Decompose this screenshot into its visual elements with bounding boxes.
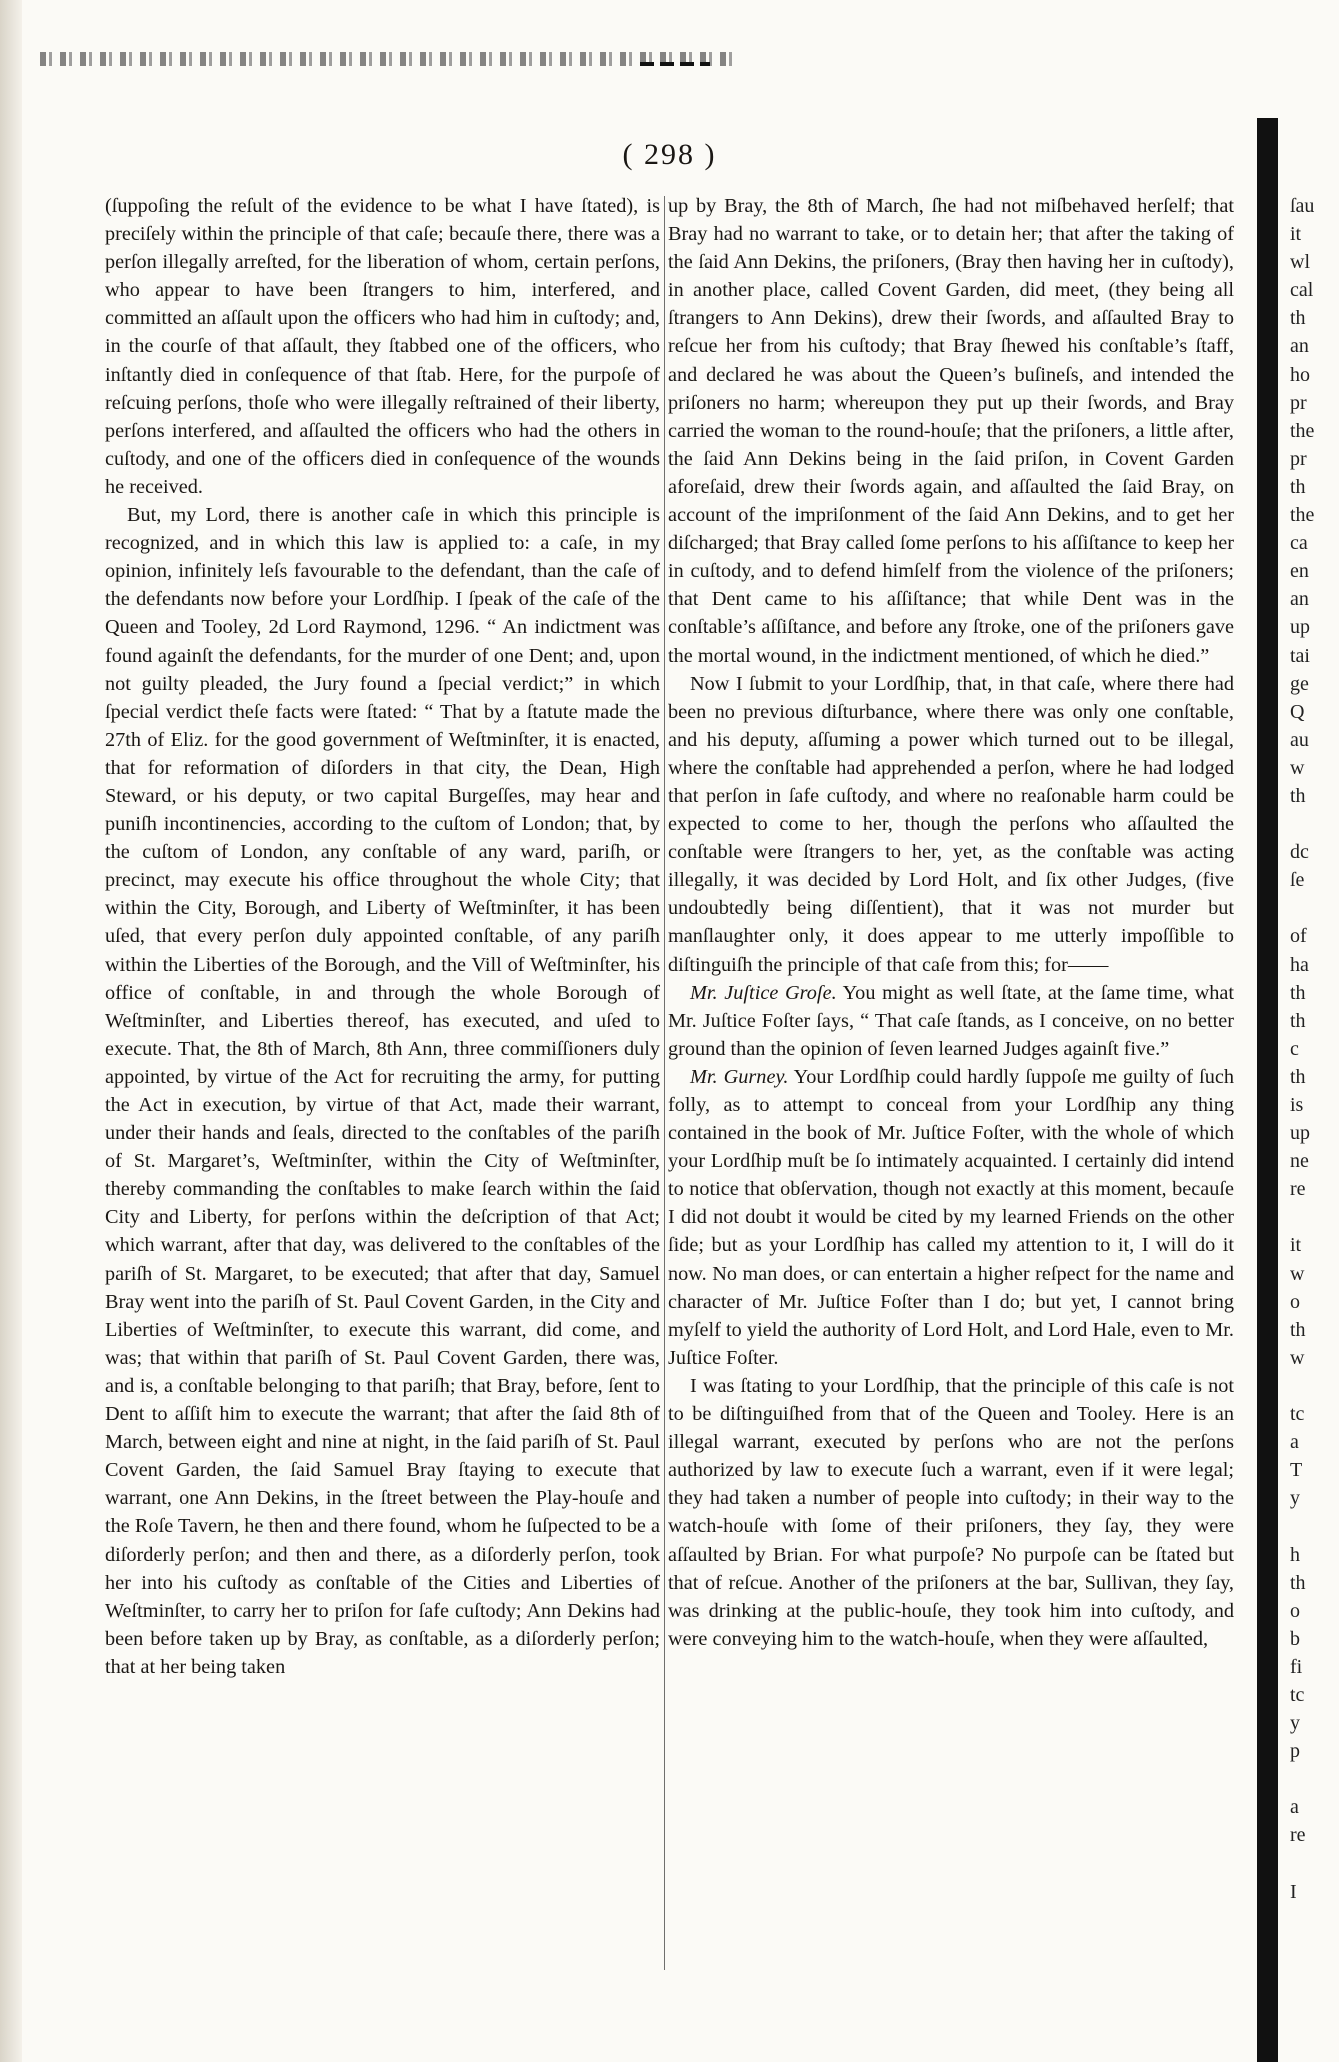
column-divider [664, 196, 665, 1970]
fragment-line: ge [1290, 672, 1309, 695]
fragment-line: th [1290, 307, 1306, 330]
paragraph-text: You might as well ſtate, at the ſame time, what Mr. Juſtice Foſter ſays, “ That caſe ſtands, as I conceive, on no better ground than the opinion of ſeven learned Judges againſt five.” [668, 981, 1234, 1060]
right-column [668, 192, 1234, 1653]
fragment-line [1290, 894, 1339, 922]
fragment-line: b [1290, 1627, 1300, 1650]
left-column [105, 192, 660, 1681]
fragment-line: of [1290, 925, 1307, 948]
fragment-line: ne [1290, 1150, 1309, 1173]
fragment-line: o [1290, 1290, 1300, 1313]
fragment-line: y [1290, 1712, 1300, 1735]
fragment-line: pr [1290, 447, 1307, 470]
fragment-line [1290, 1850, 1339, 1878]
paragraph: But, my Lord, there is another caſe in which this principle is recognized, and in which this law is applied to: a caſe, in my opinion, infinitely leſs favourable to the defendant, than the caſe of the defendants now before your Lordſhip. I ſpeak of the caſe of the Queen and Tooley, 2d Lord Raymond, 1296. “ An indictment was found againſt the defendants, for the murder of one Dent; and, upon not guilty pleaded, the Jury found a ſpecial verdict;” in which ſpecial verdict theſe facts were ſtated: “ That by a ſtatute made the 27th of Eliz. for the good government of Weſtminſter, it is enacted, that for reformation of diſorders in that city, the Dean, High Steward, or his deputy, or two capital Burgeſſes, may hear and puniſh incontinencies, according to the cuſtom of London; that, by the cuſtom of London, any conſtable of any ward, pariſh, or precinct, may execute his office throughout the whole City; that within the City, Borough, and Liberty of Weſtminſter, it has been uſed, that every perſon duly appointed conſtable, of any pariſh within the Liberties of the Borough, and the Vill of Weſtminſter, his office of conſtable, in and through the whole Borough of Weſtminſter, and Liberties thereof, has executed, and uſed to execute. That, the 8th of March, 8th Ann, three commiſſioners duly appointed, by virtue of the Act for recruiting the army, for putting the Act in execution, by virtue of that Act, made their warrant, under their hands and ſeals, directed to the conſtables of the pariſh of St. Margaret’s, Weſtminſter, within the City of Weſtminſter, thereby commanding the conſtables to make ſearch within the ſaid City and Liberty, for perſons within the deſcription of that Act; which warrant, after that day, was delivered to the conſtables of the pariſh of St. Margaret, to be executed; that after that day, Samuel Bray went into the pariſh of St. Paul Covent Garden, in the City and Liberties of Weſtminſter, to execute this warrant, did come, and was; that within that pariſh of St. Paul Covent Garden, there was, and is, a conſtable belonging to that pariſh; that Bray, before, ſent to Dent to aſſiſt him to execute the warrant; that after the ſaid 8th of March, between eight and nine at night, in the ſaid pariſh of St. Paul Covent Garden, the ſaid Samuel Bray ſtaying to execute that warrant, one Ann Dekins, in the ſtreet between the Play-houſe and the Roſe Tavern, he then and there found, whom he ſuſpected to be a diſorderly perſon; and then and there, as a diſorderly perſon, took her into his cuſtody as conſtable of the Cities and Liberties of Weſtminſter, to carry her to priſon for ſafe cuſtody; Ann Dekins had been before taken up by Bray, as conſtable, as a diſorderly perſon; that at her being taken [105, 504, 660, 1678]
fragment-line: th [1290, 1571, 1306, 1594]
paragraph [668, 1063, 1234, 1372]
fragment-line: tc [1290, 1683, 1305, 1706]
speaker-name: Mr. Gurney. [690, 1065, 789, 1088]
fragment-line: c [1290, 1037, 1299, 1060]
fragment-line: the [1290, 504, 1315, 527]
fragment-line: au [1290, 728, 1309, 751]
fragment-line: a [1290, 1431, 1299, 1454]
fragment-line: p [1290, 1740, 1300, 1763]
fragment-line: ca [1290, 532, 1308, 555]
fragment-line: th [1290, 1065, 1306, 1088]
fragment-line: dc [1290, 841, 1309, 864]
fragment-line: it [1290, 223, 1302, 246]
fragment-line: re [1290, 1824, 1306, 1847]
fragment-line: up [1290, 616, 1310, 639]
paragraph-text: I was ſtating to your Lordſhip, that the principle of this caſe is not to be diſtinguiſhed from that of the Queen and Tooley. Here is an illegal warrant, executed by perſons who are not the perſons authorized by law to execute ſuch a warrant, even if it were legal; they had taken a number of people into cuſtody; in their way to the watch-houſe with ſome of their priſoners, they ſay, they were aſſaulted by Brian. For what purpoſe? No purpoſe can be ſtated but that of reſcue. Another of the priſoners at the bar, Sullivan, they ſay, was drinking at the public-houſe, they took him into cuſtody, and were conveying him to the watch-houſe, when they were aſſaulted, [668, 1374, 1234, 1650]
fragment-line: th [1290, 784, 1306, 807]
fragment-line: w [1290, 1346, 1305, 1369]
fragment-line: I [1290, 1880, 1297, 1903]
fragment-line: re [1290, 1178, 1306, 1201]
fragment-line: y [1290, 1487, 1300, 1510]
fragment-line: o [1290, 1599, 1300, 1622]
paragraph [668, 979, 1234, 1063]
page-edge-shadow [0, 0, 22, 2062]
page-number: ( 298 ) [622, 138, 717, 171]
fragment-line: an [1290, 588, 1309, 611]
fragment-line: ſe [1290, 869, 1305, 892]
paragraph [668, 192, 1234, 670]
fragment-line: it [1290, 1234, 1302, 1257]
fragment-line [1290, 1372, 1339, 1400]
fragment-line: Q [1290, 700, 1305, 723]
fragment-line: th [1290, 981, 1306, 1004]
fragment-line: an [1290, 335, 1309, 358]
fragment-line: w [1290, 756, 1305, 779]
fragment-line: the [1290, 419, 1315, 442]
scan-artifact [40, 52, 740, 66]
fragment-line: T [1290, 1459, 1303, 1482]
scan-artifact [640, 62, 710, 66]
fragment-line: cal [1290, 279, 1314, 302]
fragment-line: up [1290, 1122, 1310, 1145]
fragment-line [1290, 810, 1339, 838]
binding-gutter [1257, 118, 1278, 2062]
paragraph: (ſuppoſing the reſult of the evidence to be what I have ſtated), is preciſely within the principle of that caſe; becauſe there, there was a perſon illegally arreſted, for the liberation of whom, certain perſons, who appear to have been ſtrangers to him, interfered, and committed an aſſault upon the officers who had him in cuſtody; and, in the courſe of that aſſault, they ſtabbed one of the officers, who inſtantly died in conſequence of that ſtab. Here, for the purpoſe of reſcuing perſons, thoſe who were illegally reſtrained of their liberty, perſons interfered, and aſſaulted the officers who had the others in cuſtody, and one of the officers died in conſequence of the wounds he received. [105, 195, 660, 498]
fragment-line: h [1290, 1543, 1300, 1566]
paragraph-text: up by Bray, the 8th of March, ſhe had not miſbehaved herſelf; that Bray had no warrant to take, or to detain her; that after the taking of the ſaid Ann Dekins, the priſoners, (Bray then having her in cuſtody), in another place, called Covent Garden, did meet, (they being all ſtrangers to Ann Dekins), drew their ſwords, and aſſaulted Bray to reſcue her from his cuſtody; that Bray ſhewed his conſtable’s ſtaff, and declared he was about the Queen’s buſineſs, and intended the priſoners no harm; whereupon they put up their ſwords, and Bray carried the woman to the round-houſe; that the priſoners, a little after, the ſaid Ann Dekins being in the ſaid priſon, in Covent Garden aforeſaid, drew their ſwords again, and aſſaulted the ſaid Bray, on account of the impriſonment of the ſaid Ann Dekins, and to get her diſcharged; that Bray called ſome perſons to his aſſiſtance to keep her in cuſtody, and to defend himſelf from the violence of the priſoners; that Dent came to his aſſiſtance; that while Dent was in the conſtable’s aſſiſtance, and before any ſtroke, one of the priſoners gave the mortal wound, in the indictment mentioned, of which he died.” [668, 195, 1234, 667]
fragment-line: ho [1290, 363, 1310, 386]
speaker-name: Mr. Juſtice Groſe. [690, 981, 837, 1004]
fragment-line: wl [1290, 251, 1310, 274]
fragment-line: w [1290, 1262, 1305, 1285]
fragment-line: a [1290, 1796, 1299, 1819]
fragment-line: tai [1290, 644, 1310, 667]
fragment-line [1290, 1512, 1339, 1540]
fragment-line: tc [1290, 1403, 1305, 1426]
fragment-line: ha [1290, 953, 1309, 976]
fragment-line [1290, 1203, 1339, 1231]
fragment-line: pr [1290, 391, 1307, 414]
fragment-line: ſau [1290, 195, 1315, 217]
paragraph [668, 670, 1234, 979]
fragment-line: th [1290, 1009, 1306, 1032]
fragment-line: th [1290, 1318, 1306, 1341]
paragraph [668, 1372, 1234, 1653]
paragraph-text: Your Lordſhip could hardly ſuppoſe me guilty of ſuch folly, as to attempt to conceal from your Lordſhip any thing contained in the book of Mr. Juſtice Foſter, with the whole of which your Lordſhip muſt be ſo intimately acquainted. I certainly did intend to notice that obſervation, though not exactly at this moment, becauſe I did not doubt it would be cited by my learned Friends on the other ſide; but as your Lordſhip has called my attention to it, I will do it now. No man does, or can entertain a higher reſpect for the name and character of Mr. Juſtice Foſter than I do; but yet, I cannot bring myſelf to yield the authority of Lord Holt, and Lord Hale, even to Mr. Juſtice Foſter. [668, 1065, 1234, 1369]
facing-page-fragments [1290, 192, 1339, 1906]
fragment-line [1290, 1765, 1339, 1793]
fragment-line: th [1290, 475, 1306, 498]
fragment-line: is [1290, 1094, 1304, 1116]
paragraph-text: Now I ſubmit to your Lordſhip, that, in that caſe, where there had been no previous diſturbance, where there was only one conſtable, and his deputy, aſſuming a power which turned out to be illegal, where the conſtable had apprehended a perſon, where he had lodged that perſon in ſafe cuſtody, and where no reaſonable harm could be expected to come to her, though the perſons who aſſaulted the conſtable were ſtrangers to her, yet, as the conſtable was acting illegally, it was decided by Lord Holt, and ſix other Judges, (five undoubtedly being diſſentient), that it was not murder but manſlaughter only, it does appear to me utterly impoſſible to diſtinguiſh the principle of that caſe from this; for—— [668, 672, 1234, 976]
fragment-line: fi [1290, 1655, 1303, 1678]
fragment-line: en [1290, 560, 1309, 583]
